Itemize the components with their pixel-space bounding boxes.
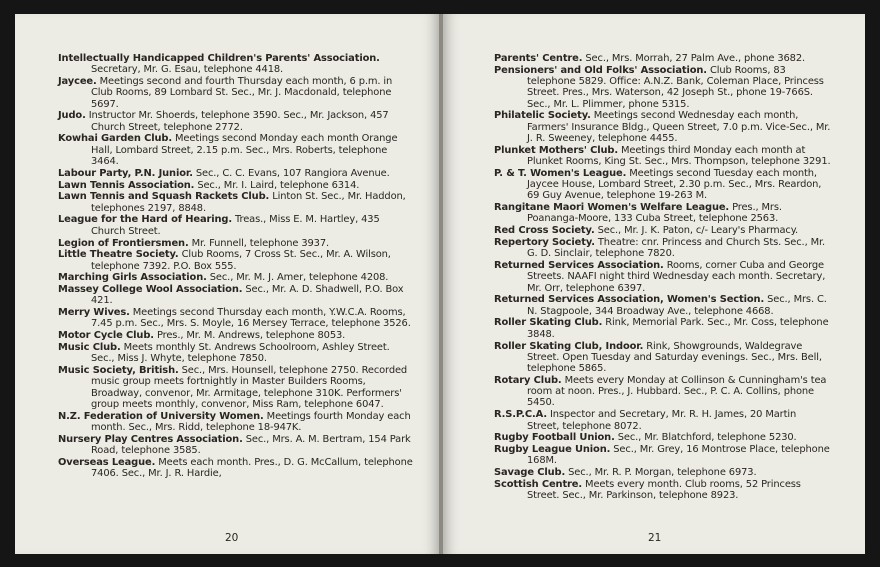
organisation-details: Meetings second Thursday each month, Y.W.C.A. Rooms, 7.45 p.m. Sec., Mrs. S. Moyle, 16 Mersey Terrace, telephone 3526. xyxy=(91,307,411,330)
directory-entry xyxy=(494,444,831,467)
organisation-details: Club Rooms, 7 Cross St. Sec., Mr. A. Wilson, telephone 7392. P.O. Box 555. xyxy=(91,249,391,272)
organisation-details: Treas., Miss E. M. Hartley, 435 Church Street. xyxy=(91,214,380,237)
organisation-name: Lawn Tennis Association. xyxy=(58,179,195,191)
organisation-name: League for the Hard of Hearing. xyxy=(58,214,232,226)
organisation-name: Jaycee. xyxy=(58,76,97,88)
directory-entry xyxy=(58,53,413,76)
organisation-details: Instructor Mr. Shoerds, telephone 3590. Sec., Mr. Jackson, 457 Church Street, telephone 2772. xyxy=(85,110,389,133)
directory-entry xyxy=(494,237,831,260)
directory-entry xyxy=(494,260,831,294)
organisation-name: Rugby League Union. xyxy=(494,444,611,456)
organisation-details: Meets every month. Club rooms, 52 Princess Street. Sec., Mr. Parkinson, telephone 8923. xyxy=(527,478,801,502)
organisation-details: Secretary, Mr. G. Esau, telephone 4418. xyxy=(91,64,284,76)
organisation-name: Motor Cycle Club. xyxy=(58,330,154,342)
organisation-name: Savage Club. xyxy=(494,467,566,479)
directory-entry xyxy=(494,375,831,409)
organisation-details: Sec., C. C. Evans, 107 Rangiora Avenue. xyxy=(192,167,390,179)
organisation-details: Meets each month. Pres., D. G. McCallum, telephone 7406. Sec., Mr. J. R. Hardie, xyxy=(91,456,413,480)
organisation-details: Meetings third Monday each month at Plunket Rooms, King St. Sec., Mrs. Thompson, telephone 3291. xyxy=(527,144,831,168)
right-entries xyxy=(494,53,831,502)
directory-entry xyxy=(494,65,831,110)
organisation-details: Meets every Monday at Collinson & Cunningham's tea room at noon. Pres., J. Hubbard. Sec., P. C. A. Collins, phone 5450. xyxy=(527,374,827,409)
organisation-name: Music Club. xyxy=(58,342,121,354)
organisation-details: Meetings second and fourth Thursday each month, 6 p.m. in Club Rooms, 89 Lombard St. Sec., Mr. J. Macdonald, telephone 5697. xyxy=(91,76,393,110)
organisation-name: Pensioners' and Old Folks' Association. xyxy=(494,64,707,76)
directory-entry xyxy=(58,272,413,283)
directory-entry xyxy=(494,202,831,225)
organisation-details: Mr. Funnell, telephone 3937. xyxy=(188,237,330,249)
organisation-details: Meetings fourth Monday each month. Sec., Mrs. Ridd, telephone 18-947K. xyxy=(91,410,411,433)
organisation-name: Rugby Football Union. xyxy=(494,432,615,444)
directory-entry xyxy=(494,317,831,340)
organisation-details: Sec., Mrs. Hounsell, telephone 2750. Recorded music group meets fortnightly in Master Builders Rooms, Broadway, convenor, Mr. Armitage, telephone 310K. Performers' group meets monthly, convenor, Miss Ram, telephone 6047. xyxy=(91,365,408,410)
directory-entry xyxy=(494,409,831,432)
directory-entry xyxy=(58,110,413,133)
organisation-name: Labour Party, P.N. Junior. xyxy=(58,167,193,179)
organisation-details: Club Rooms, 83 telephone 5829. Office: A.N.Z. Bank, Coleman Place, Princess Street. Pres., Mrs. Waterson, 42 Joseph St., phone 19-766S. Sec., Mr. L. Plimmer, phone 5315. xyxy=(527,64,824,110)
directory-entry xyxy=(58,214,413,237)
organisation-details: Pres., Mr. M. Andrews, telephone 8053. xyxy=(153,330,346,342)
directory-entry xyxy=(58,249,413,272)
directory-entry xyxy=(58,457,413,480)
organisation-name: P. & T. Women's League. xyxy=(494,167,627,179)
left-page xyxy=(15,14,439,554)
right-page xyxy=(443,14,865,554)
organisation-name: Merry Wives. xyxy=(58,307,130,319)
organisation-name: Lawn Tennis and Squash Rackets Club. xyxy=(58,191,270,203)
organisation-name: Little Theatre Society. xyxy=(58,249,179,261)
organisation-details: Rink, Showgrounds, Waldegrave Street. Open Tuesday and Saturday evenings. Sec., Mrs. Bell, telephone 5865. xyxy=(527,340,822,375)
organisation-name: Red Cross Society. xyxy=(494,225,595,237)
organisation-name: Returned Services Association, Women's Section. xyxy=(494,294,765,306)
directory-entry xyxy=(494,145,831,168)
organisation-name: Rotary Club. xyxy=(494,374,562,386)
organisation-name: Nursery Play Centres Association. xyxy=(58,433,243,445)
directory-entry xyxy=(494,110,831,144)
page-number-right: 21 xyxy=(648,532,662,544)
organisation-details: Sec., Mr. I. Laird, telephone 6314. xyxy=(194,179,360,191)
directory-entry xyxy=(58,191,413,214)
page-number-left: 20 xyxy=(225,532,239,544)
organisation-details: Rooms, corner Cuba and George Streets. NAAFI night third Wednesday each month. Secretary, Mr. Orr, telephone 6397. xyxy=(527,260,826,294)
organisation-name: Overseas League. xyxy=(58,456,156,468)
directory-entry xyxy=(494,432,831,443)
directory-entry xyxy=(494,53,831,64)
organisation-details: Sec., Mrs. A. M. Bertram, 154 Park Road, telephone 3585. xyxy=(91,433,411,457)
organisation-name: Marching Girls Association. xyxy=(58,272,207,284)
directory-entry xyxy=(58,284,413,307)
organisation-details: Linton St. Sec., Mr. Haddon, telephones 2197, 8848. xyxy=(91,191,406,214)
organisation-details: Inspector and Secretary, Mr. R. H. James, 20 Martin Street, telephone 8072. xyxy=(527,409,797,432)
directory-entry xyxy=(58,307,413,330)
organisation-name: Kowhai Garden Club. xyxy=(58,133,172,145)
organisation-name: Roller Skating Club. xyxy=(494,317,603,329)
organisation-details: Theatre: cnr. Princess and Church Sts. Sec., Mr. G. D. Sinclair, telephone 7820. xyxy=(527,237,826,260)
organisation-details: Sec., Mr. A. D. Shadwell, P.O. Box 421. xyxy=(91,284,404,307)
organisation-details: Sec., Mr. R. P. Morgan, telephone 6973. xyxy=(565,467,757,479)
organisation-name: Intellectually Handicapped Children's Parents' Association. xyxy=(58,53,380,64)
directory-entry xyxy=(58,411,413,434)
organisation-details: Meets monthly St. Andrews Schoolroom, Ashley Street. Sec., Miss J. Whyte, telephone 7850. xyxy=(91,342,390,365)
organisation-details: Sec., Mrs. C. N. Stagpoole, 344 Broadway Ave., telephone 4668. xyxy=(527,294,827,317)
directory-entry xyxy=(58,342,413,365)
directory-entry xyxy=(58,133,413,167)
directory-entry xyxy=(58,168,413,179)
directory-entry xyxy=(494,479,831,502)
left-entries xyxy=(58,53,413,480)
organisation-name: Scottish Centre. xyxy=(494,478,583,490)
organisation-details: Sec., Mr. Blatchford, telephone 5230. xyxy=(614,432,797,444)
directory-entry xyxy=(58,365,413,410)
directory-entry xyxy=(58,434,413,457)
organisation-name: Parents' Centre. xyxy=(494,53,583,64)
directory-entry xyxy=(58,76,413,110)
directory-entry xyxy=(494,294,831,317)
organisation-details: Sec., Mr. M. J. Amer, telephone 4208. xyxy=(206,272,389,284)
directory-entry xyxy=(58,330,413,341)
organisation-name: Returned Services Association. xyxy=(494,260,664,272)
organisation-name: Roller Skating Club, Indoor. xyxy=(494,340,644,352)
directory-entry xyxy=(58,238,413,249)
organisation-details: Sec., Mrs. Morrah, 27 Palm Ave., phone 3682. xyxy=(582,53,806,64)
organisation-name: R.S.P.C.A. xyxy=(494,409,547,421)
directory-entry xyxy=(494,225,831,236)
organisation-name: Philatelic Society. xyxy=(494,110,591,122)
organisation-details: Rink, Memorial Park. Sec., Mr. Coss, telephone 3848. xyxy=(527,317,829,340)
organisation-details: Sec., Mr. Grey, 16 Montrose Place, telephone 168M. xyxy=(527,444,830,467)
organisation-name: Legion of Frontiersmen. xyxy=(58,237,189,249)
organisation-name: Repertory Society. xyxy=(494,237,595,248)
organisation-name: Music Society, British. xyxy=(58,365,179,377)
directory-entry xyxy=(494,341,831,375)
organisation-details: Meetings second Wednesday each month, Farmers' Insurance Bldg., Queen Street, 7.0 p.m. Vice-Sec., Mr. J. R. Sweeney, telephone 4455. xyxy=(527,110,831,144)
organisation-details: Meetings second Monday each month Orange Hall, Lombard Street, 2.15 p.m. Sec., Mrs. Roberts, telephone 3464. xyxy=(91,133,398,168)
organisation-details: Sec., Mr. J. K. Paton, c/- Leary's Pharmacy. xyxy=(594,225,799,237)
organisation-name: Judo. xyxy=(58,110,86,122)
directory-entry xyxy=(58,180,413,191)
organisation-name: Rangitane Maori Women's Welfare League. xyxy=(494,202,730,214)
directory-entry xyxy=(494,467,831,478)
organisation-details: Pres., Mrs. Poananga-Moore, 133 Cuba Street, telephone 2563. xyxy=(527,202,782,225)
organisation-name: N.Z. Federation of University Women. xyxy=(58,410,264,422)
organisation-details: Meetings second Tuesday each month, Jaycee House, Lombard Street, 2.30 p.m. Sec., Mrs. Reardon, 69 Guy Avenue, telephone 19-263 M. xyxy=(527,167,822,202)
directory-entry xyxy=(494,168,831,202)
organisation-name: Plunket Mothers' Club. xyxy=(494,144,618,156)
organisation-name: Massey College Wool Association. xyxy=(58,284,243,296)
